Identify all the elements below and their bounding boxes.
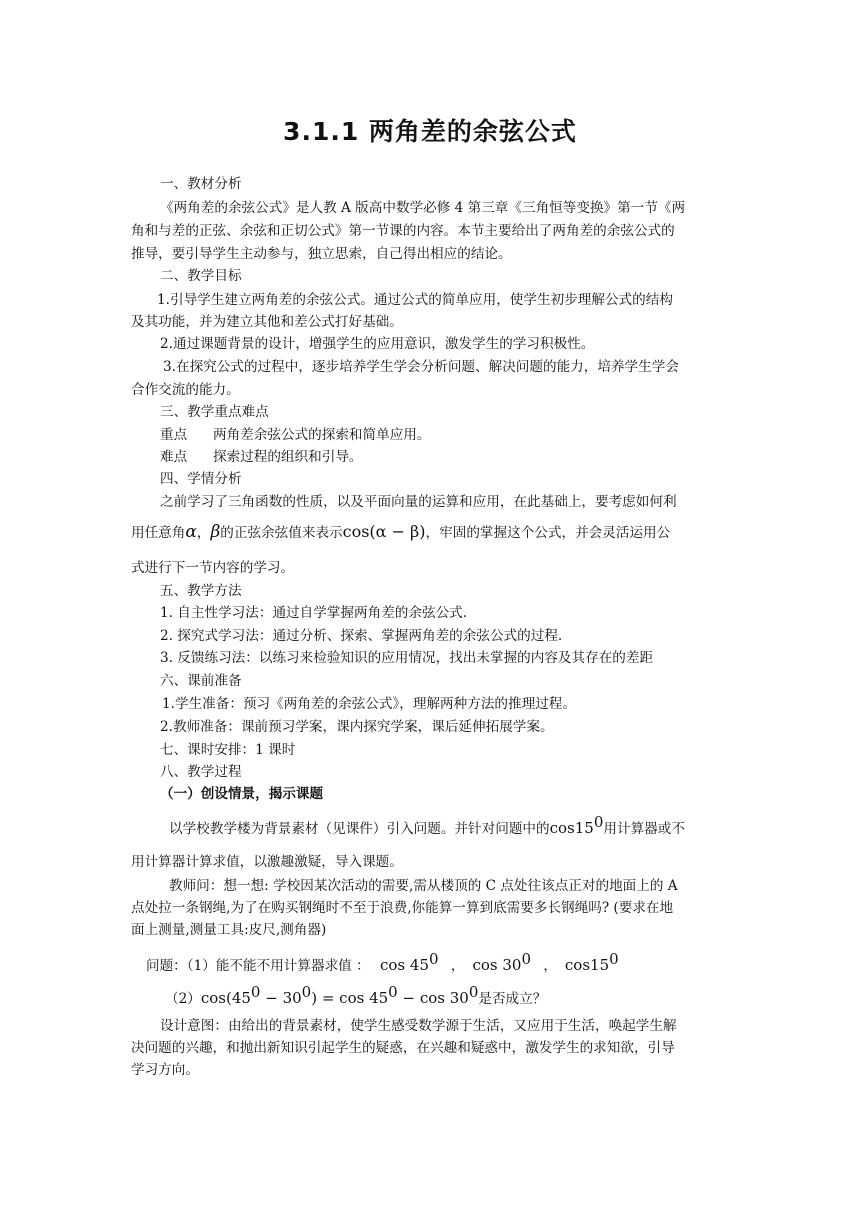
paragraph-line: 学习方向。 (131, 1062, 199, 1078)
goal-item: 2.通过课题背景的设计，增强学生的应用意识，激发学生的学习积极性。 (160, 336, 595, 352)
method-item: 3. 反馈练习法：以练习来检验知识的应用情况，找出未掌握的内容及其存在的差距 (160, 650, 654, 666)
degree-superscript: 0 (301, 983, 312, 1001)
paragraph-line-with-math (131, 522, 670, 543)
text-run: 用任意角 (131, 525, 186, 541)
goal-item: 1.引导学生建立两角差的余弦公式。通过公式的简单应用，使学生初步理解公式的结构 (157, 292, 673, 308)
text-run: 用计算器或不 (603, 821, 685, 837)
goal-item: 3.在探究公式的过程中，逐步培养学生学会分析问题、解决问题的能力，培养学生学会 (163, 359, 679, 375)
difficulty-label: 难点 (160, 449, 188, 465)
degree-superscript: 0 (609, 950, 619, 968)
goal-item-continued: 及其功能，并为建立其他和差公式打好基础。 (131, 314, 403, 330)
beta-symbol: β (210, 522, 221, 542)
subsection-heading: （一）创设情景，揭示课题 (160, 786, 324, 802)
preparation-item: 2.教师准备：课前预习学案，课内探究学案，课后延伸拓展学案。 (160, 719, 554, 735)
cos15-expression: cos15 (564, 956, 610, 974)
difficulty-text: 探索过程的组织和引导。 (213, 449, 363, 465)
math-run: − 30 (260, 989, 302, 1007)
separator: ， (543, 958, 557, 974)
section-heading-student-analysis: 四、学情分析 (160, 471, 242, 487)
text-run: 是否成立？ (478, 991, 547, 1007)
section-heading-teaching-methods: 五、教学方法 (160, 583, 242, 599)
cos-difference-expression: cos(α − β) (342, 522, 426, 541)
degree-superscript: 0 (388, 983, 398, 1001)
text-run: ，牢固的掌握这个公式，并会灵活运用公 (425, 525, 671, 541)
paragraph-line: 用计算器计算求值，以激趣激疑，导入课题。 (131, 854, 403, 870)
paragraph-line-with-math (169, 813, 685, 839)
paragraph-line: 点处拉一条钢绳,为了在购买钢绳时不至于浪费,你能算一算到底需要多长钢绳吗? (要求在地 (131, 900, 674, 916)
math-run: − cos 30 (397, 989, 469, 1007)
section-heading-key-points: 三、教学重点难点 (160, 404, 269, 420)
paragraph-line: 之前学习了三角函数的性质，以及平面向量的运算和应用，在此基础上，要考虑如何利 (160, 494, 677, 510)
paragraph-line: 面上测量,测量工具:皮尺,测角器) (131, 922, 327, 938)
math-run: ) = cos 45 (311, 989, 389, 1007)
preparation-item: 1.学生准备：预习《两角差的余弦公式》，理解两种方法的推理过程。 (162, 696, 576, 712)
section-heading-preparation: 六、课前准备 (160, 673, 242, 689)
paragraph-line: 设计意图：由给出的背景素材，使学生感受数学源于生活，又应用于生活，唤起学生解 (160, 1018, 677, 1034)
section-heading-teaching-process: 八、教学过程 (160, 764, 242, 780)
method-item: 1. 自主性学习法：通过自学掌握两角差的余弦公式. (160, 605, 468, 621)
goal-item-continued: 合作交流的能力。 (131, 382, 240, 398)
question-line-2 (165, 983, 547, 1009)
section-heading-textbook-analysis: 一、教材分析 (160, 176, 242, 192)
alpha-symbol: α (185, 522, 197, 542)
text-run: ， (196, 525, 211, 541)
text-run: （2） (165, 991, 201, 1007)
degree-superscript: 0 (521, 950, 531, 968)
text-run: 问题：（1）能不能不用计算器求值 ： (146, 958, 370, 974)
question-line-1 (146, 950, 619, 976)
key-point-text: 两角差余弦公式的探索和简单应用。 (213, 427, 431, 443)
degree-superscript: 0 (593, 813, 604, 831)
paragraph-line: 推导，要引导学生主动参与，独立思索，自己得出相应的结论。 (131, 246, 512, 262)
cos30-expression: cos 30 (472, 956, 522, 974)
paragraph-line: 教师问：想一想: 学校因某次活动的需要,需从楼顶的 C 点处往该点正对的地面上的 A (169, 878, 678, 894)
method-item: 2. 探究式学习法：通过分析、探索、掌握两角差的余弦公式的过程. (160, 628, 563, 644)
cos45-expression: cos 45 (380, 956, 429, 974)
section-heading-schedule: 七、课时安排：1 课时 (160, 742, 296, 758)
degree-superscript: 0 (250, 983, 261, 1001)
degree-superscript: 0 (428, 950, 439, 968)
paragraph-line: 角和与差的正弦、余弦和正切公式》第一节课的内容。本节主要给出了两角差的余弦公式的 (131, 223, 675, 239)
text-run: 以学校教学楼为背景素材（见课件）引入问题。并针对问题中的 (169, 821, 550, 837)
paragraph-line: 决问题的兴趣，和抛出新知识引起学生的疑惑，在兴趣和疑惑中，激发学生的求知欲，引导 (131, 1040, 675, 1056)
separator: ， (450, 958, 465, 974)
math-run: cos(45 (200, 989, 251, 1007)
paragraph-line: 式进行下一节内容的学习。 (131, 560, 295, 576)
page-title: 3.1.1 两角差的余弦公式 (283, 117, 577, 146)
paragraph-line: 《两角差的余弦公式》是人教 A 版高中数学必修 4 第三章《三角恒等变换》第一节《两 (160, 200, 686, 216)
text-run: 的正弦余弦值来表示 (220, 525, 343, 541)
key-point-label: 重点 (160, 427, 188, 443)
cos15-expression: cos15 (549, 819, 594, 837)
section-heading-teaching-goals: 二、教学目标 (160, 268, 242, 284)
degree-superscript: 0 (468, 983, 479, 1001)
